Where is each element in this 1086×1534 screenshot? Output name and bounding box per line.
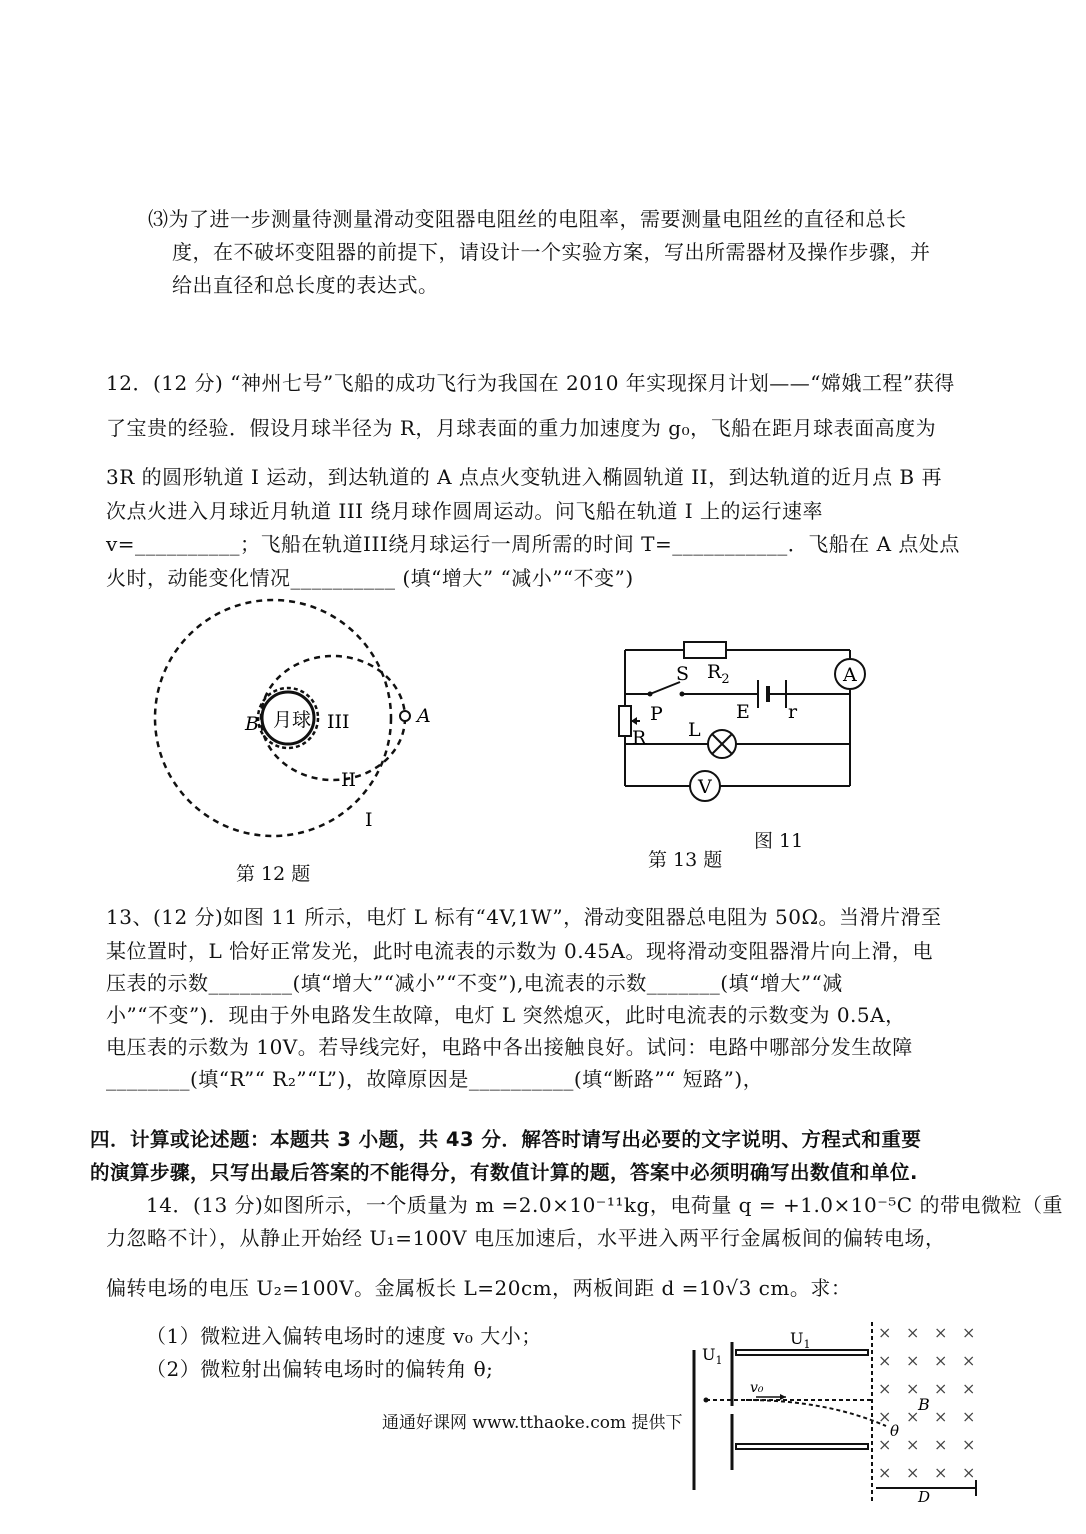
svg-text:×: × xyxy=(906,1407,920,1426)
label-v0: v₀ xyxy=(750,1380,764,1396)
label-E: E xyxy=(736,701,750,723)
svg-text:×: × xyxy=(934,1323,948,1342)
svg-text:×: × xyxy=(934,1379,948,1398)
label-B: B xyxy=(245,713,259,735)
orbit-diagram xyxy=(135,598,475,858)
q12-line-6: 火时，动能变化情况__________ (填“增大” “减小”“不变”) xyxy=(106,566,634,590)
rheostat-R xyxy=(619,706,631,736)
svg-text:×: × xyxy=(906,1351,920,1370)
q11-line-1: ⑶为了进一步测量待测量滑动变阻器电阻丝的电阻率，需要测量电阻丝的直径和总长 xyxy=(148,207,907,231)
q12-line-4: 次点火进入月球近月轨道 III 绕月球作圆周运动。问飞船在轨道 I 上的运行速率 xyxy=(106,499,824,523)
fig13-caption: 第 13 题 xyxy=(648,849,723,871)
label-U1-left: $U_1$ xyxy=(702,1345,723,1367)
label-L: L xyxy=(688,719,701,741)
label-r: r xyxy=(788,701,798,723)
label-B: B xyxy=(918,1395,930,1414)
label-S: S xyxy=(676,663,690,685)
section4-line-1: 四．计算或论述题：本题共 3 小题，共 43 分．解答时请写出必要的文字说明、方程式和重要 xyxy=(90,1128,922,1151)
svg-text:×: × xyxy=(906,1435,920,1454)
fig13-label: 图 11 xyxy=(754,830,804,852)
svg-text:×: × xyxy=(934,1407,948,1426)
q12-line-3: 3R 的圆形轨道 I 运动，到达轨道的 A 点点火变轨进入椭圆轨道 II，到达轨道的近月点 B 再 xyxy=(106,465,942,489)
label-theta: θ xyxy=(890,1422,900,1440)
label-II: II xyxy=(341,769,357,791)
q12-line-2: 了宝贵的经验．假设月球半径为 R，月球表面的重力加速度为 g₀，飞船在距月球表面高度为 xyxy=(106,416,937,440)
svg-text:×: × xyxy=(878,1407,892,1426)
moon-label: 月球 xyxy=(273,709,312,731)
point-A-marker xyxy=(400,711,410,721)
svg-text:×: × xyxy=(962,1435,976,1454)
svg-text:×: × xyxy=(962,1351,976,1370)
label-P: P xyxy=(650,703,663,725)
svg-text:×: × xyxy=(878,1463,892,1482)
q13-line-6: ________(填“R”“ R₂”“L”)，故障原因是__________(填“断路”“ 短路”)， xyxy=(106,1067,764,1091)
svg-text:×: × xyxy=(934,1435,948,1454)
label-I: I xyxy=(365,809,373,831)
svg-text:×: × xyxy=(962,1379,976,1398)
deflection-diagram xyxy=(686,1320,986,1506)
q14-part-2: （2）微粒射出偏转电场时的偏转角 θ; xyxy=(146,1357,494,1381)
svg-text:×: × xyxy=(962,1463,976,1482)
svg-text:×: × xyxy=(878,1351,892,1370)
voltmeter-label: V xyxy=(698,776,712,798)
label-R2: $R_2$ xyxy=(707,661,730,687)
q14-line-2: 力忽略不计），从静止开始经 U₁=100V 电压加速后，水平进入两平行金属板间的偏转电场， xyxy=(106,1226,946,1250)
ammeter-label: A xyxy=(843,664,857,686)
q14-line-3: 偏转电场的电压 U₂=100V。金属板长 L=20cm，两板间距 d =10√3 cm。求： xyxy=(106,1276,852,1300)
label-D: D xyxy=(918,1488,931,1506)
fig12-caption: 第 12 题 xyxy=(236,863,311,885)
q13-line-4: 小”“不变”)．现由于外电路发生故障，电灯 L 突然熄灭，此时电流表的示数变为 0.5A， xyxy=(106,1003,906,1027)
svg-text:×: × xyxy=(934,1463,948,1482)
q13-line-1: 13、(12 分)如图 11 所示，电灯 L 标有“4V,1W”，滑动变阻器总电阻为 50Ω。当滑片滑至 xyxy=(106,905,942,929)
q13-line-2: 某位置时，L 恰好正常发光，此时电流表的示数为 0.45A。现将滑动变阻器滑片向上滑，电 xyxy=(106,939,933,963)
svg-text:×: × xyxy=(906,1323,920,1342)
svg-text:×: × xyxy=(878,1435,892,1454)
q12-line-5: v=__________；飞船在轨道III绕月球运行一周所需的时间 T=___________．飞船在 A 点处点 xyxy=(106,532,960,556)
footer-watermark: 通通好课网 www.tthaoke.com 提供下 xyxy=(382,1413,683,1433)
svg-text:×: × xyxy=(962,1407,976,1426)
q13-line-5: 电压表的示数为 10V。若导线完好，电路中各出接触良好。试问：电路中哪部分发生故障 xyxy=(106,1035,913,1059)
svg-text:×: × xyxy=(878,1323,892,1342)
q11-line-3: 给出直径和总长度的表达式。 xyxy=(172,273,439,297)
svg-text:×: × xyxy=(906,1379,920,1398)
svg-text:×: × xyxy=(934,1351,948,1370)
q14-part-1: （1）微粒进入偏转电场时的速度 v₀ 大小； xyxy=(146,1324,542,1348)
label-III: III xyxy=(327,711,350,733)
section4-line-2: 的演算步骤，只写出最后答案的不能得分，有数值计算的题，答案中必须明确写出数值和单位. xyxy=(90,1161,918,1184)
svg-text:×: × xyxy=(962,1323,976,1342)
label-U-plates: $U_1$ xyxy=(790,1329,811,1351)
svg-text:×: × xyxy=(878,1379,892,1398)
label-R: R xyxy=(632,727,647,749)
circuit-diagram xyxy=(610,636,870,806)
q11-line-2: 度，在不破坏变阻器的前提下，请设计一个实验方案，写出所需器材及操作步骤，并 xyxy=(172,240,931,264)
q14-line-1: 14．(13 分)如图所示，一个质量为 m =2.0×10⁻¹¹kg，电荷量 q = +1.0×10⁻⁵C 的带电微粒（重 xyxy=(146,1193,1063,1217)
q13-line-3: 压表的示数________(填“增大”“减小”“不变”),电流表的示数_______(填“增大”“减 xyxy=(106,971,843,995)
svg-text:×: × xyxy=(906,1463,920,1482)
label-A: A xyxy=(417,705,431,727)
q12-line-1: 12．(12 分) “神州七号”飞船的成功飞行为我国在 2010 年实现探月计划——“嫦娥工程”获得 xyxy=(106,371,955,395)
